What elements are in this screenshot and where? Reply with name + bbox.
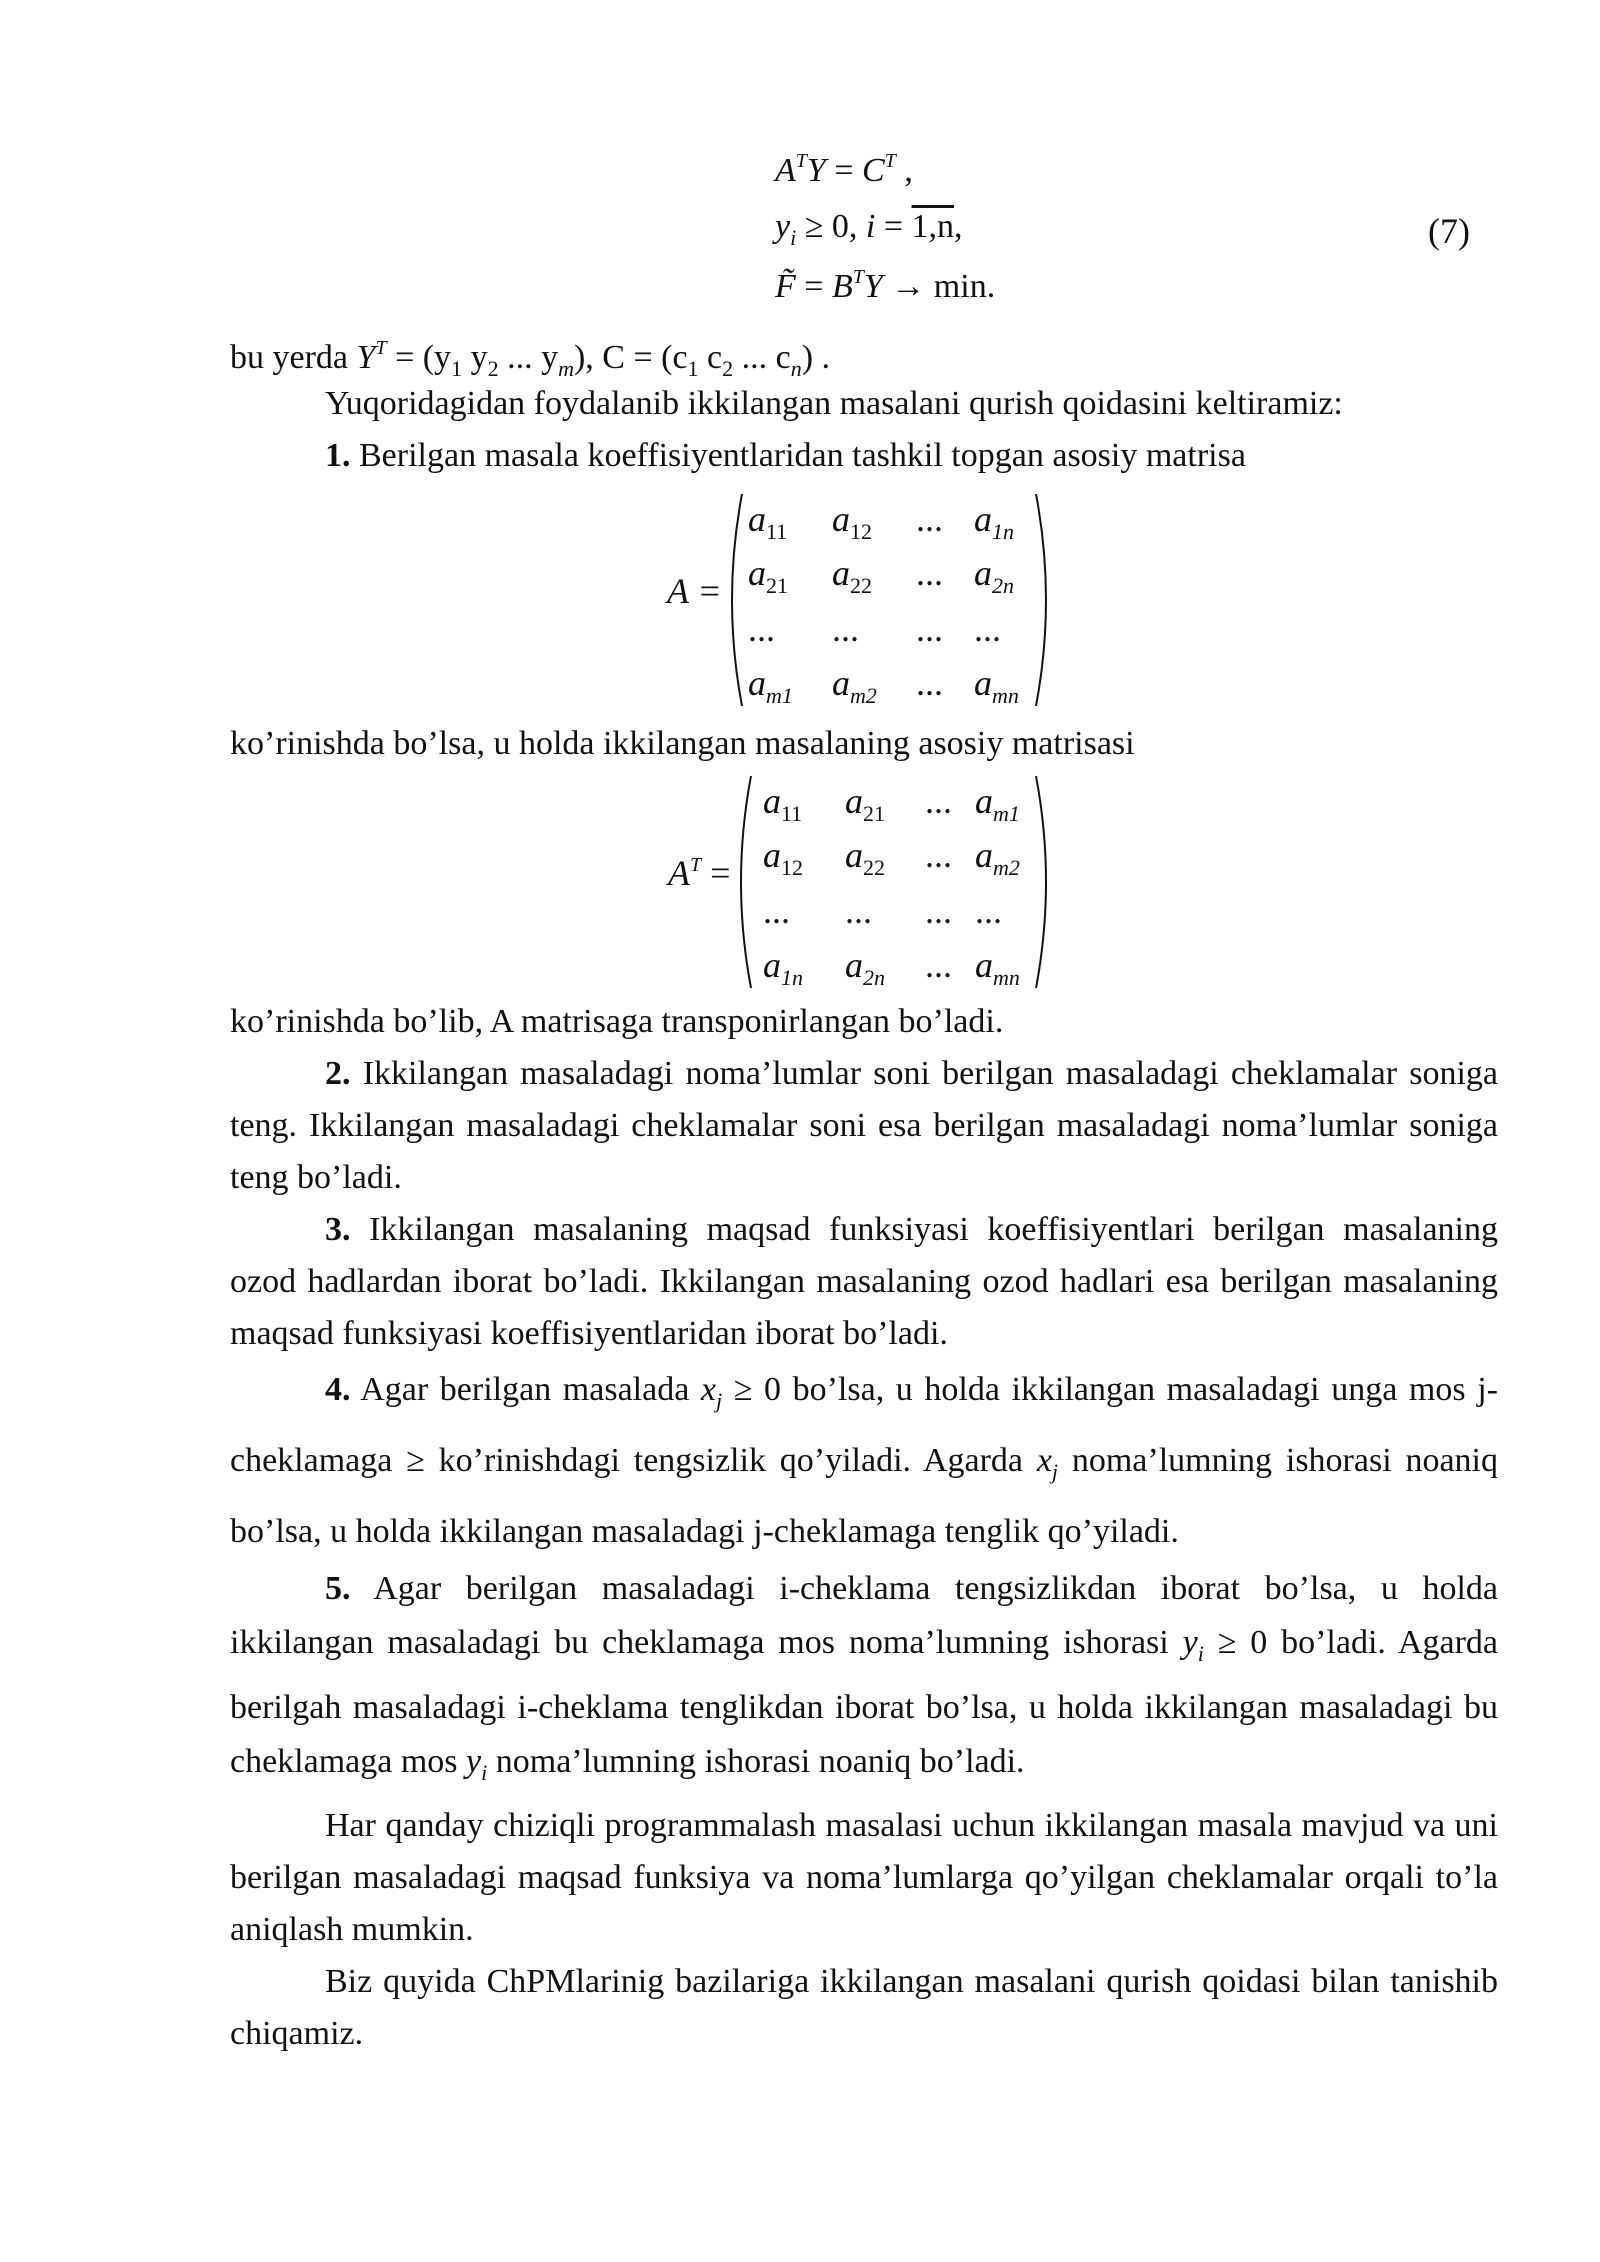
rule-3: 3. Ikkilangan masalaning maqsad funksiyasi koeffisiyentlari berilgan masalaning ozod hadlardan iborat bo’ladi. Ikkilangan masalaning ozod hadlari esa berilgan masalaning maqsad funksiyasi koeffisiyentlaridan iborat bo’ladi. xyxy=(230,1211,1498,1352)
matrix-cell: $a_{mn}$ xyxy=(975,945,1020,990)
matrix-cell: $a_{1n}$ xyxy=(974,499,1014,544)
equation-line-3: F̃ = $B^TY \to \min$. xyxy=(775,266,996,305)
paragraph-har: Har qanday chiziqli programmalash masalasi uchun ikkilangan masala mavjud va uni berilgan masaladagi maqsad funksiya va noma’lumlarga qo’yilgan cheklamalar orqali to’la aniqlash mumkin. xyxy=(230,1807,1498,1948)
matrix-cell: ... xyxy=(916,609,943,649)
matrix-cell: $a_{mn}$ xyxy=(974,663,1019,708)
matrix-a xyxy=(748,490,1030,710)
matrix-cell: $a_{11}$ xyxy=(748,499,788,544)
matrix-at-label: $A^T$ = xyxy=(668,853,731,893)
matrix-at-right-paren xyxy=(1030,772,1060,992)
equation-number: (7) xyxy=(1428,211,1470,251)
matrix-cell: ... xyxy=(763,891,790,931)
matrix-cell: $a_{m1}$ xyxy=(975,781,1020,826)
matrix-cell: ... xyxy=(916,553,943,593)
rule-2: 2. Ikkilangan masaladagi noma’lumlar soni berilgan masaladagi cheklamalar soniga teng. Ikkilangan masaladagi cheklamalar soni esa berilgan masaladagi noma’lumlar soniga teng bo’ladi. xyxy=(230,1055,1498,1196)
matrix-cell: $a_{m2}$ xyxy=(832,663,877,708)
rule-5: 5. Agar berilgan masaladagi i-cheklama tengsizlikdan iborat bo’lsa, u holda ikkilangan masaladagi bu cheklamaga mos noma’lumning ishorasi $y_i \ge 0$ bo’ladi. Agarda berilgah masaladagi i-cheklama tenglikdan iborat bo’lsa, u holda ikkilangan masaladagi bu cheklamaga mos $y_i$ noma’lumning ishorasi noaniq bo’ladi. xyxy=(230,1570,1498,1785)
intro-paragraph: Yuqoridagidan foydalanib ikkilangan masalani qurish qoidasini keltiramiz: xyxy=(325,385,1343,422)
matrix-cell: $a_{1n}$ xyxy=(763,945,803,990)
after-matrix-at: ko’rinishda bo’lib, A matrisaga transponirlangan bo’ladi. xyxy=(230,1003,1004,1040)
matrix-cell: ... xyxy=(975,891,1002,931)
matrix-a-right-paren xyxy=(1030,490,1060,710)
matrix-cell: $a_{m2}$ xyxy=(975,835,1020,880)
matrix-at-left-paren xyxy=(727,772,757,992)
matrix-at xyxy=(757,772,1030,992)
matrix-cell: ... xyxy=(925,945,952,985)
matrix-cell: $a_{m1}$ xyxy=(748,663,793,708)
matrix-cell: ... xyxy=(974,609,1001,649)
matrix-cell: $a_{22}$ xyxy=(845,835,885,880)
matrix-cell: $a_{12}$ xyxy=(832,499,872,544)
after-matrix-a: ko’rinishda bo’lsa, u holda ikkilangan masalaning asosiy matrisasi xyxy=(230,725,1135,762)
matrix-a-left-paren xyxy=(718,490,748,710)
matrix-cell: ... xyxy=(925,781,952,821)
rule-1: 1. Berilgan masala koeffisiyentlaridan tashkil topgan asosiy matrisa xyxy=(325,437,1246,474)
matrix-cell: $a_{12}$ xyxy=(763,835,803,880)
matrix-cell: $a_{21}$ xyxy=(845,781,885,826)
paragraph-biz: Biz quyida ChPMlarinig bazilariga ikkilangan masalani qurish qoidasi bilan tanishib chiqamiz. xyxy=(230,1963,1498,2052)
equation-line-1: $A^TY = C^T$ , xyxy=(775,150,913,189)
matrix-cell: $a_{11}$ xyxy=(763,781,803,826)
matrix-cell: ... xyxy=(832,609,859,649)
matrix-cell: ... xyxy=(748,609,775,649)
rules-body xyxy=(230,1048,1498,2060)
matrix-cell: ... xyxy=(916,499,943,539)
matrix-cell: $a_{2n}$ xyxy=(845,945,885,990)
matrix-cell: ... xyxy=(925,891,952,931)
matrix-cell: ... xyxy=(916,663,943,703)
matrix-cell: $a_{21}$ xyxy=(748,553,788,598)
where-line: bu yerda $Y^T = (y_1$ $y_2$ ... $y_m$), $C = (c_1$ $c_2$ ... $c_n$) . xyxy=(230,337,831,381)
equation-line-2: $y_i \ge 0$, i = 1,n, xyxy=(775,208,963,250)
matrix-cell: $a_{22}$ xyxy=(832,553,872,598)
matrix-cell: $a_{2n}$ xyxy=(974,553,1014,598)
matrix-cell: ... xyxy=(845,891,872,931)
matrix-a-label: A = xyxy=(667,571,722,611)
matrix-cell: ... xyxy=(925,835,952,875)
rule-4: 4. Agar berilgan masalada $x_j \ge 0$ bo’lsa, u holda ikkilangan masaladagi unga mos j-cheklamaga ≥ ko’rinishdagi tengsizlik qo’yiladi. Agarda $x_j$ noma’lumning ishorasi noaniq bo’lsa, u holda ikkilangan masaladagi j-cheklamaga tenglik qo’yiladi. xyxy=(230,1371,1498,1550)
